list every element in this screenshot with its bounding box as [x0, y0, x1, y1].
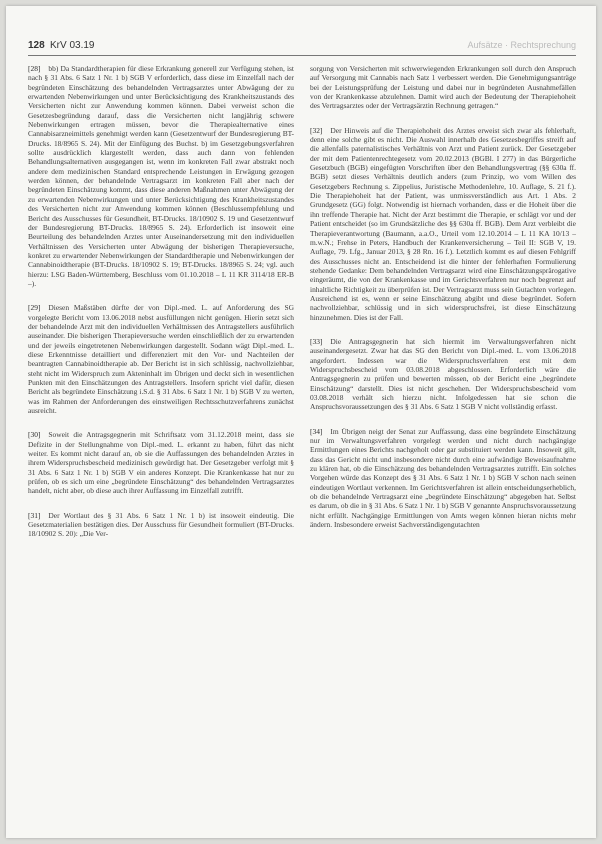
- paragraph: [310, 337, 576, 412]
- page-number: 128: [28, 40, 45, 51]
- paragraph: [28, 430, 294, 495]
- paragraph: [310, 427, 576, 530]
- paragraph-marker: [34]: [310, 426, 323, 436]
- paragraph-text: Der Hinweis auf die Therapiehoheit des Arztes erweist sich zwar als fehlerhaft, denn eine solche gibt es nicht. Die Auswahl innerhalb des Gesetzesbegriffes streift auf die allenfalls paternalistisches Verhältnis von Arzt und Patient zurück. Der Gesetzgeber der mit dem Patientenrechtegesetz vom 20.02.2013 (BGBl. I 277) in das Bürgerliche Gesetzbuch (BGB) eingefügten Vorschriften über den Behandlungsvertrag (§§ 630a ff. BGB) setzt dieses Verhältnis deutlich anders (zum Prinzip, wo vom Willen des Gesetzgebers Rechnung s. Zippelius, Juristische Methodenlehre, 10. Auflage, S. 21 f.). Die Therapiehoheit hat der Patient, was unmissverständlich aus Art. 1 Abs. 2 Grundgesetz (GG) folgt. Notwendig ist hiernach vorhanden, dass er die Hoheit über die ihn treffende Therapie hat. Nicht der Arzt bestimmt die Therapie, er schlägt vor und der Patient entscheidet (so im Grundsätzliche des §§ 630a ff. BGB). Dem Arzt verbleibt die Therapieverantwortung (Baumann, a.a.O., Urteil vom 12.10.2014 – L 11 KA 10/13 – m.w.N.; Frehse in Peters, Handbuch der Krankenversicherung – Teil II: SGB V, 19. Auflage, 79. Lfg., Januar 2013, § 28 Rn. 16 f.). Letztlich kommt es auf diesen Fehlgriff des Ausschusses nicht an. Entscheidend ist die hinter der fehlerhaften Formulierung stehende Gedanke: Dem behandelnden Vertragsarzt wird eine Einschätzungsprärogative eingeräumt, die von der Krankenkasse und im Gerichtsverfahren nur noch begrenzt auf inhaltliche Richtigkeit zu überprüfen ist. Der Vertragsarzt muss sein Gutachten vorlegen. Ausreichend ist es, wenn er seine Einschätzung abgibt und diese begründet. Sofern nachvollziehbar, schlüssig und in sich widerspruchsfrei, ist diese Einschätzung hinzunehmen. Dies ist der Fall.: [310, 125, 576, 322]
- paragraph-marker: [29]: [28, 303, 41, 313]
- header-section-label: Aufsätze · Rechtsprechung: [467, 40, 576, 50]
- paragraph-marker: [33]: [310, 336, 323, 346]
- paragraph-text: Der Wortlaut des § 31 Abs. 6 Satz 1 Nr. 1 b) ist insoweit eindeutig. Die Gesetzmaterialien bestätigen dies. Der Ausschuss für Gesundheit formuliert (BT-Drucks. 18/10902 S. 20): „Die Ver-: [28, 510, 294, 539]
- paragraph-marker: [28]: [28, 64, 41, 73]
- paragraph: [310, 64, 576, 111]
- paragraph-text: sorgung von Versicherten mit schwerwiegenden Erkrankungen soll durch den Anspruch auf Versorgung mit Cannabis nach Satz 1 verbessert werden. Die Genehmigungsanträge bei der Leistungsprüfung der Leistung und dabei nur in begründeten Ausnahmefällen von der Krankenkasse abzulehnen. Damit wird auch der Bedeutung der Therapiehoheit des Vertragsarztes oder der Vertragsärztin Rechnung getragen.“: [310, 64, 576, 111]
- paragraph-text: Im Übrigen neigt der Senat zur Auffassung, dass eine begründete Einschätzung nur im Verwaltungsverfahren vorgelegt werden und nicht durch nachgängige Ermittlungen eines Berichts nachgeholt oder gar substituiert werden kann. Insoweit gilt, dass das Gericht nicht und insbesondere nicht durch eine aufwändige Beweisaufnahme zu klären hat, ob die Einschätzung des behandelnden Vertragsarztes zutrifft. Ein solches Vorgehen würde das Konzept des § 31 Abs. 6 Satz 1 Nr. 1 b) SGB V schon nach seinen eindeutigen Wortlaut verkennen. Im Gerichtsverfahren ist allein entscheidungserheblich, ob die behandelnde Vertragsarzt eine „begründete Einschätzung“ abgegeben hat. Selbst es darum, ob die in § 31 Abs. 6 Satz 1 Nr. 1 b) SGB V genannte Anspruchsvoraussetzung nicht erfüllt. Nachgängige Ermittlungen von Amts wegen können hieran nichts mehr ändern. Insbesondere erweist Sachverständigengutachten: [310, 426, 576, 530]
- paragraph-text: bb) Da Standardtherapien für diese Erkrankung generell zur Verfügung stehen, ist nach § 31 Abs. 6 Satz 1 Nr. 1 b) SGB V erforderlich, dass diese im Einzelfall nach der begründeten Einschätzung des behandelnden Vertragsarztes unter Abwägung der zu erwartenden Nebenwirkungen und unter Berücksichtigung des Krankheitszustands des Versicherten nicht zur Anwendung kommen können. Dabei verweist schon die Gesetzesbegründung darauf, dass die Versicherten nicht langjährig schwere Nebenwirkungen ertragen müssen, bevor die Therapiealternative eines Cannabisarzneimittels genehmigt werden kann (Gesetzentwurf der Bundesregierung BT-Drucks. 18/8965 S. 24). Mit der Einfügung des Buchst. b) im Gesetzgebungsverfahren sollte ausdrücklich klargestellt werden, dass auch dann von fehlenden Behandlungsalternativen ausgegangen ist, wenn im konkreten Fall zwar abstrakt noch andere dem medizinischen Standard entsprechende Leistungen in Erwägung gezogen werden können, der behandelnde Vertragsarzt im konkreten Fall aber nach der begründeten Einschätzung kommt, dass diese anderen Maßnahmen unter Abwägung der zu erwartenden Nebenwirkungen und unter Berücksichtigung des Krankheitszustandes des Versicherten nicht zur Anwendung kommen können (Beschlussempfehlung und Bericht des Ausschusses für Gesundheit, BT-Drucks. 18/10902 S. 19 und Gesetzentwurf der Bundesregierung BT-Drucks. 18/8965 S. 24). Erforderlich ist insoweit eine Beurteilung des behandelnden Arztes unter Auseinandersetzung mit den individuellen Verhältnissen des Versicherten unter Abwägung der bisherigen Therapieversuche, konkret zu erwartender Nebenwirkungen der Standardtherapie und Nebenwirkungen der Cannabinoidtherapie (BT-Drucks. 18/10902 S. 19; BT-Drucks. 18/8965 S. 24; vgl. auch hierzu: LSG Baden-Württemberg, Beschluss vom 01.10.2018 – L 11 KR 3114/18 ER-B –).: [28, 64, 294, 288]
- paragraph-marker: [32]: [310, 125, 323, 135]
- paragraph-marker: [30]: [28, 430, 41, 440]
- paragraph: [28, 303, 294, 415]
- page-header: [28, 40, 576, 54]
- header-rule: [28, 55, 576, 56]
- left-column: [28, 64, 294, 554]
- paragraph: [28, 64, 294, 288]
- right-column: [310, 64, 576, 544]
- document-page: [6, 6, 596, 838]
- paragraph-text: Diesen Maßstäben dürfte der von Dipl.-med. L. auf Anforderung des SG vorgelegte Bericht vom 13.06.2018 nebst ausfüllungen nicht genügen. Hierin setzt sich der behandelnde Arzt mit den individuellen Verhältnissen des Antragstellers ausführlich auseinander. Die bisherigen Therapieversuche werden einschließlich der zu erwartenden und der jeweils eingetretenen Nebenwirkungen dargestellt. Sodann wägt Dipl.-med. L. diese Erkenntnisse detailliert und differenziert mit den Vor- und Nachteilen der beantragten Cannabinoidtherapie ab. Der Bericht ist in sich schlüssig, nachvollziehbar, steht nicht im Widerspruch zum Akteninhalt im Übrigen und deckt sich in wesentlichen Punkten mit den Einschätzungen des Antragstellers. Insofern spricht viel dafür, diesen Bericht als begründete Einschätzung i.S.d. § 31 Abs. 6 Satz 1 Nr. 1 b) SGB V zu werten, was im Rahmen der Anforderungen des einstweiligen Rechtsschutzverfahrens zunächst ausreicht.: [28, 303, 294, 416]
- paragraph: [28, 511, 294, 539]
- paragraph: [310, 126, 576, 322]
- paragraph-marker: [31]: [28, 510, 41, 520]
- paragraph-text: Soweit die Antragsgegnerin mit Schriftsatz vom 31.12.2018 meint, dass sie Defizite in der Stellungnahme von Dipl.-med. L. erkannt zu haben, führt das nicht weiter. Es kommt nicht darauf an, ob sie die Auffassungen des behandelnden Arztes in ihrem Widerspruchsbescheid medizinisch gewürdigt hat. Der Gesetzgeber verfolgt mit § 31 Abs. 6 Satz 1 Nr. 1 b) SGB V ein anderes Konzept. Die Krankenkasse hat nur zu prüfen, ob es sich um eine „begründete Einschätzung“ des behandelnden Vertragsarztes handelt, nicht aber, ob diese auch ihrer Auffassung im Einzelfall zutrifft.: [28, 430, 294, 496]
- paragraph-text: Die Antragsgegnerin hat sich hiermit im Verwaltungsverfahren nicht auseinandergesetzt. Zwar hat das SG den Bericht von Dipl.-med. L. vom 13.06.2018 angefordert. Indessen war die Widerspruchsverfahren erst mit dem Widerspruchsbescheid vom 03.08.2018 abgeschlossen. Erforderlich wäre die Antragsgegnerin zu prüfen und bewerten müssen, ob der Bericht eine „begründete Einschätzung“ darstellt. Dies ist nicht geschehen. Der Widerspruchsbescheid vom 03.08.2018 verhält sich hierzu nicht. Infolgedessen hat sie schon die Anspruchsvoraussetzungen des § 31 Abs. 6 Satz 1 SGB V nicht vollständig erfasst.: [310, 336, 576, 412]
- journal-name: KrV 03.19: [50, 40, 95, 51]
